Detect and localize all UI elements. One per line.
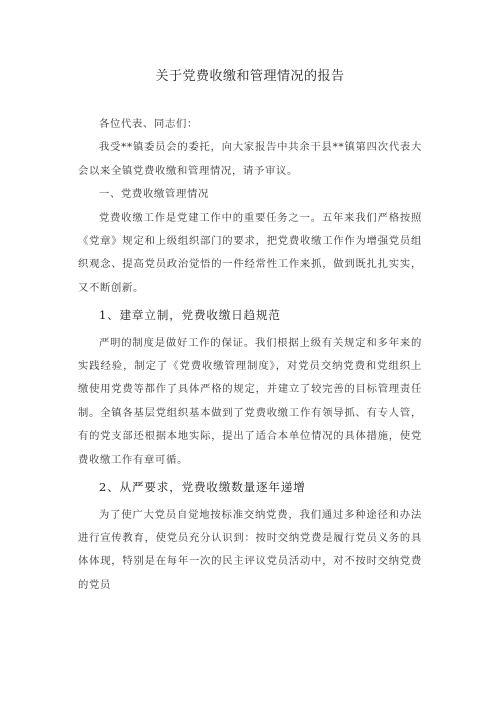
section-heading-1: 一、党费收缴管理情况 (99, 188, 209, 201)
subsection-2-paragraph: 为了使广大党员自觉地按标准交纳党费，我们通过多种途径和办法进行宣传教育，使党员充分认识到：按时交纳党费是履行党员义务的具体体现，特别是在每年一次的民主评议党员活动中，对不按时交纳党费的党员 (78, 508, 422, 591)
subsection-1-paragraph: 严明的制度是做好工作的保证。我们根据上级有关规定和多年来的实践经验，制定了《党费收缴管理制度》，对党员交纳党费和党组织上缴使用党费等都作了具体严格的规定，并建立了较完善的目标管理责任制。全镇各基层党组织基本做到了党费收缴工作有领导抓、有专人管，有的党支部还根据本地实际，提出了适合本单位情况的具体措施，使党费收缴工作有章可循。 (78, 336, 422, 466)
document-title: 关于党费收缴和管理情况的报告 (155, 69, 345, 84)
document-body (78, 113, 422, 597)
greeting: 各位代表、同志们： (99, 118, 198, 130)
section-1-paragraph: 党费收缴工作是党建工作中的重要任务之一。五年来我们严格按照《党章》规定和上级组织部门的要求，把党费收缴工作作为增强党员组织观念、提高党员政治觉悟的一件经常性工作来抓，做到既扎扎实实，又不断创新。 (78, 211, 422, 294)
subsection-heading-2: 2、从严要求，党费收缴数量逐年递增 (99, 480, 306, 495)
subsection-heading-1: 1、建章立制，党费收缴日趋规范 (99, 308, 281, 323)
intro-paragraph: 我受**镇委员会的委托，向大家报告中共余干县**镇第四次代表大会以来全镇党费收缴和管理情况，请予审议。 (78, 141, 422, 177)
